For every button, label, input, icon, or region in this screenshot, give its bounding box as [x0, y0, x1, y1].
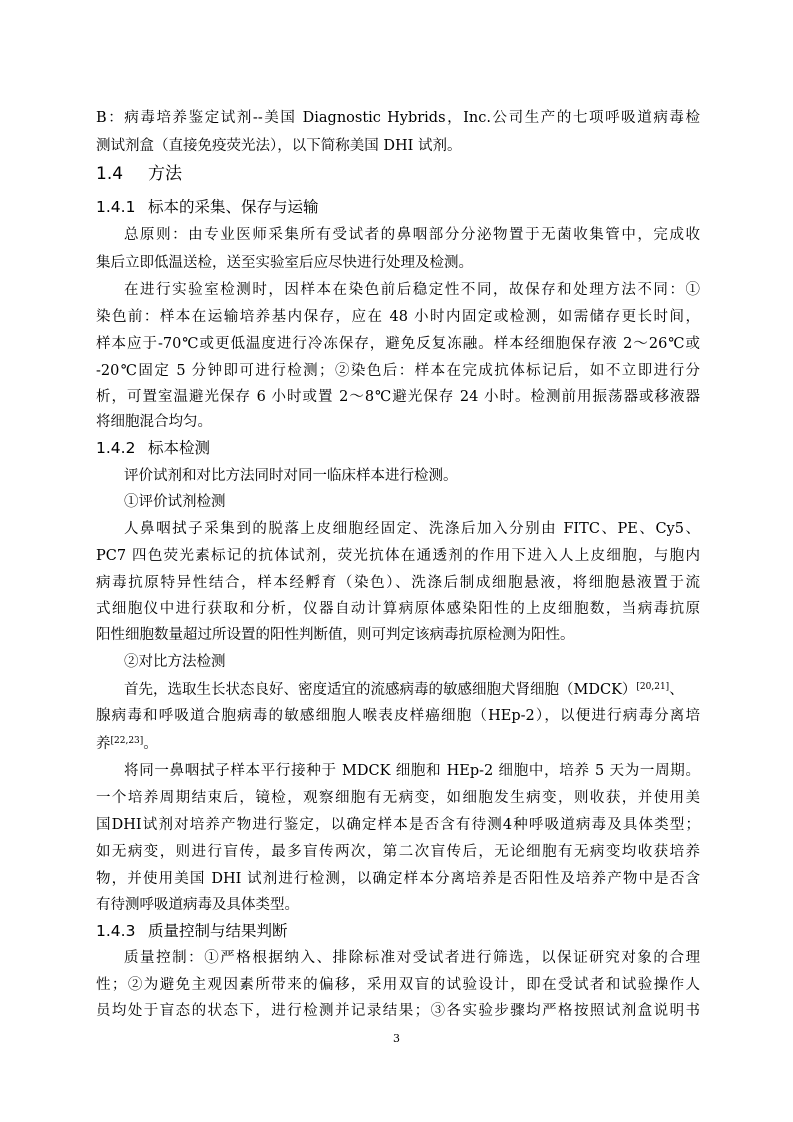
- text-line: 式细胞仪中进行获取和分析，仪器自动计算病原体感染阳性的上皮细胞数，当病毒抗原: [96, 601, 700, 617]
- text-segment: 首先，选取生长状态良好、密度适宜的流感病毒的敏感细胞犬肾细胞（MDCK）: [124, 682, 637, 698]
- section-heading-1-4-2: [96, 437, 210, 459]
- text-line: 病毒抗原特异性结合，样本经孵育（染色）、洗涤后制成细胞悬液，将细胞悬液置于流: [96, 575, 700, 591]
- text-line: 染色前：样本在运输培养基内保存，应在 48 小时内固定或检测，如需储存更长时间，: [96, 309, 700, 325]
- text-line: 性；②为避免主观因素所带来的偏移，采用双盲的试验设计，即在受试者和试验操作人: [96, 977, 700, 993]
- text-segment: 。: [143, 736, 158, 752]
- text-line: 员均处于盲态的状态下，进行检测并记录结果；③各实验步骤均严格按照试剂盒说明书: [96, 1003, 700, 1019]
- text-line: [96, 734, 700, 754]
- text-segment: 、: [669, 682, 684, 698]
- section-title: 标本检测: [148, 439, 211, 457]
- section-heading-1-4: [96, 162, 182, 186]
- text-line: 如无病变，则进行盲传，最多盲传两次，第二次盲传后，无论细胞有无病变均收获培养: [96, 844, 700, 860]
- page-number: 3: [393, 1032, 400, 1045]
- text-line: 样本应于-70℃或更低温度进行冷冻保存，避免反复冻融。样本经细胞保存液 2～26℃或: [96, 336, 700, 352]
- text-line: 评价试剂和对比方法同时对同一临床样本进行检测。: [124, 468, 458, 484]
- text-line: 质量控制：①严格根据纳入、排除标准对受试者进行筛选，以保证研究对象的合理: [124, 950, 700, 966]
- text-line: ①评价试剂检测: [124, 494, 226, 510]
- text-line: 国DHI试剂对培养产物进行鉴定，以确定样本是否含有待测4种呼吸道病毒及具体类型；: [96, 817, 700, 833]
- citation: [22,23]: [110, 736, 144, 746]
- text-line: ②对比方法检测: [124, 654, 226, 670]
- text-line: 总原则：由专业医师采集所有受试者的鼻咽部分分泌物置于无菌收集管中，完成收: [124, 227, 700, 243]
- section-heading-1-4-1: [96, 196, 319, 218]
- text-segment: 养: [96, 736, 111, 752]
- text-line: 腺病毒和呼吸道合胞病毒的敏感细胞人喉表皮样癌细胞（HEp-2），以便进行病毒分离培: [96, 708, 700, 724]
- text-line: 一个培养周期结束后，镜检，观察细胞有无病变，如细胞发生病变，则收获，并使用美: [96, 790, 700, 806]
- section-title: 方法: [148, 164, 182, 184]
- section-title: 标本的采集、保存与运输: [148, 198, 319, 216]
- section-number: 1.4: [96, 164, 124, 184]
- section-heading-1-4-3: [96, 920, 288, 942]
- text-line: 集后立即低温送检，送至实验室后应尽快进行处理及检测。: [96, 255, 473, 271]
- section-number: 1.4.1: [96, 198, 136, 216]
- text-line: 测试剂盒（直接免疫荧光法），以下简称美国 DHI 试剂。: [96, 138, 462, 154]
- text-line: B：病毒培养鉴定试剂--美国 Diagnostic Hybrids，Inc.公司生产的七项呼吸道病毒检: [96, 110, 700, 126]
- text-line: -20℃固定 5 分钟即可进行检测；②染色后：样本在完成抗体标记后，如不立即进行分: [96, 363, 700, 379]
- text-line: [124, 680, 700, 700]
- text-line: 将同一鼻咽拭子样本平行接种于 MDCK 细胞和 HEp-2 细胞中，培养 5 天为一周期。: [124, 763, 700, 779]
- section-title: 质量控制与结果判断: [148, 922, 288, 940]
- text-line: 阳性细胞数量超过所设置的阳性判断值，则可判定该病毒抗原检测为阳性。: [96, 627, 575, 643]
- section-number: 1.4.2: [96, 439, 136, 457]
- text-line: 有待测呼吸道病毒及具体类型。: [96, 897, 299, 913]
- text-line: 人鼻咽拭子采集到的脱落上皮细胞经固定、洗涤后加入分别由 FITC、PE、Cy5、: [124, 521, 700, 537]
- text-line: 将细胞混合均匀。: [96, 414, 212, 430]
- text-line: PC7 四色荧光素标记的抗体试剂，荧光抗体在通透剂的作用下进入人上皮细胞，与胞内: [96, 548, 700, 564]
- section-number: 1.4.3: [96, 922, 136, 940]
- text-line: 析，可置室温避光保存 6 小时或置 2～8℃避光保存 24 小时。检测前用振荡器或移液器: [96, 389, 700, 405]
- text-line: 物，并使用美国 DHI 试剂进行检测，以确定样本分离培养是否阳性及培养产物中是否含: [96, 871, 700, 887]
- text-line: 在进行实验室检测时，因样本在染色前后稳定性不同，故保存和处理方法不同：①: [124, 282, 700, 298]
- citation: [20,21]: [636, 682, 670, 692]
